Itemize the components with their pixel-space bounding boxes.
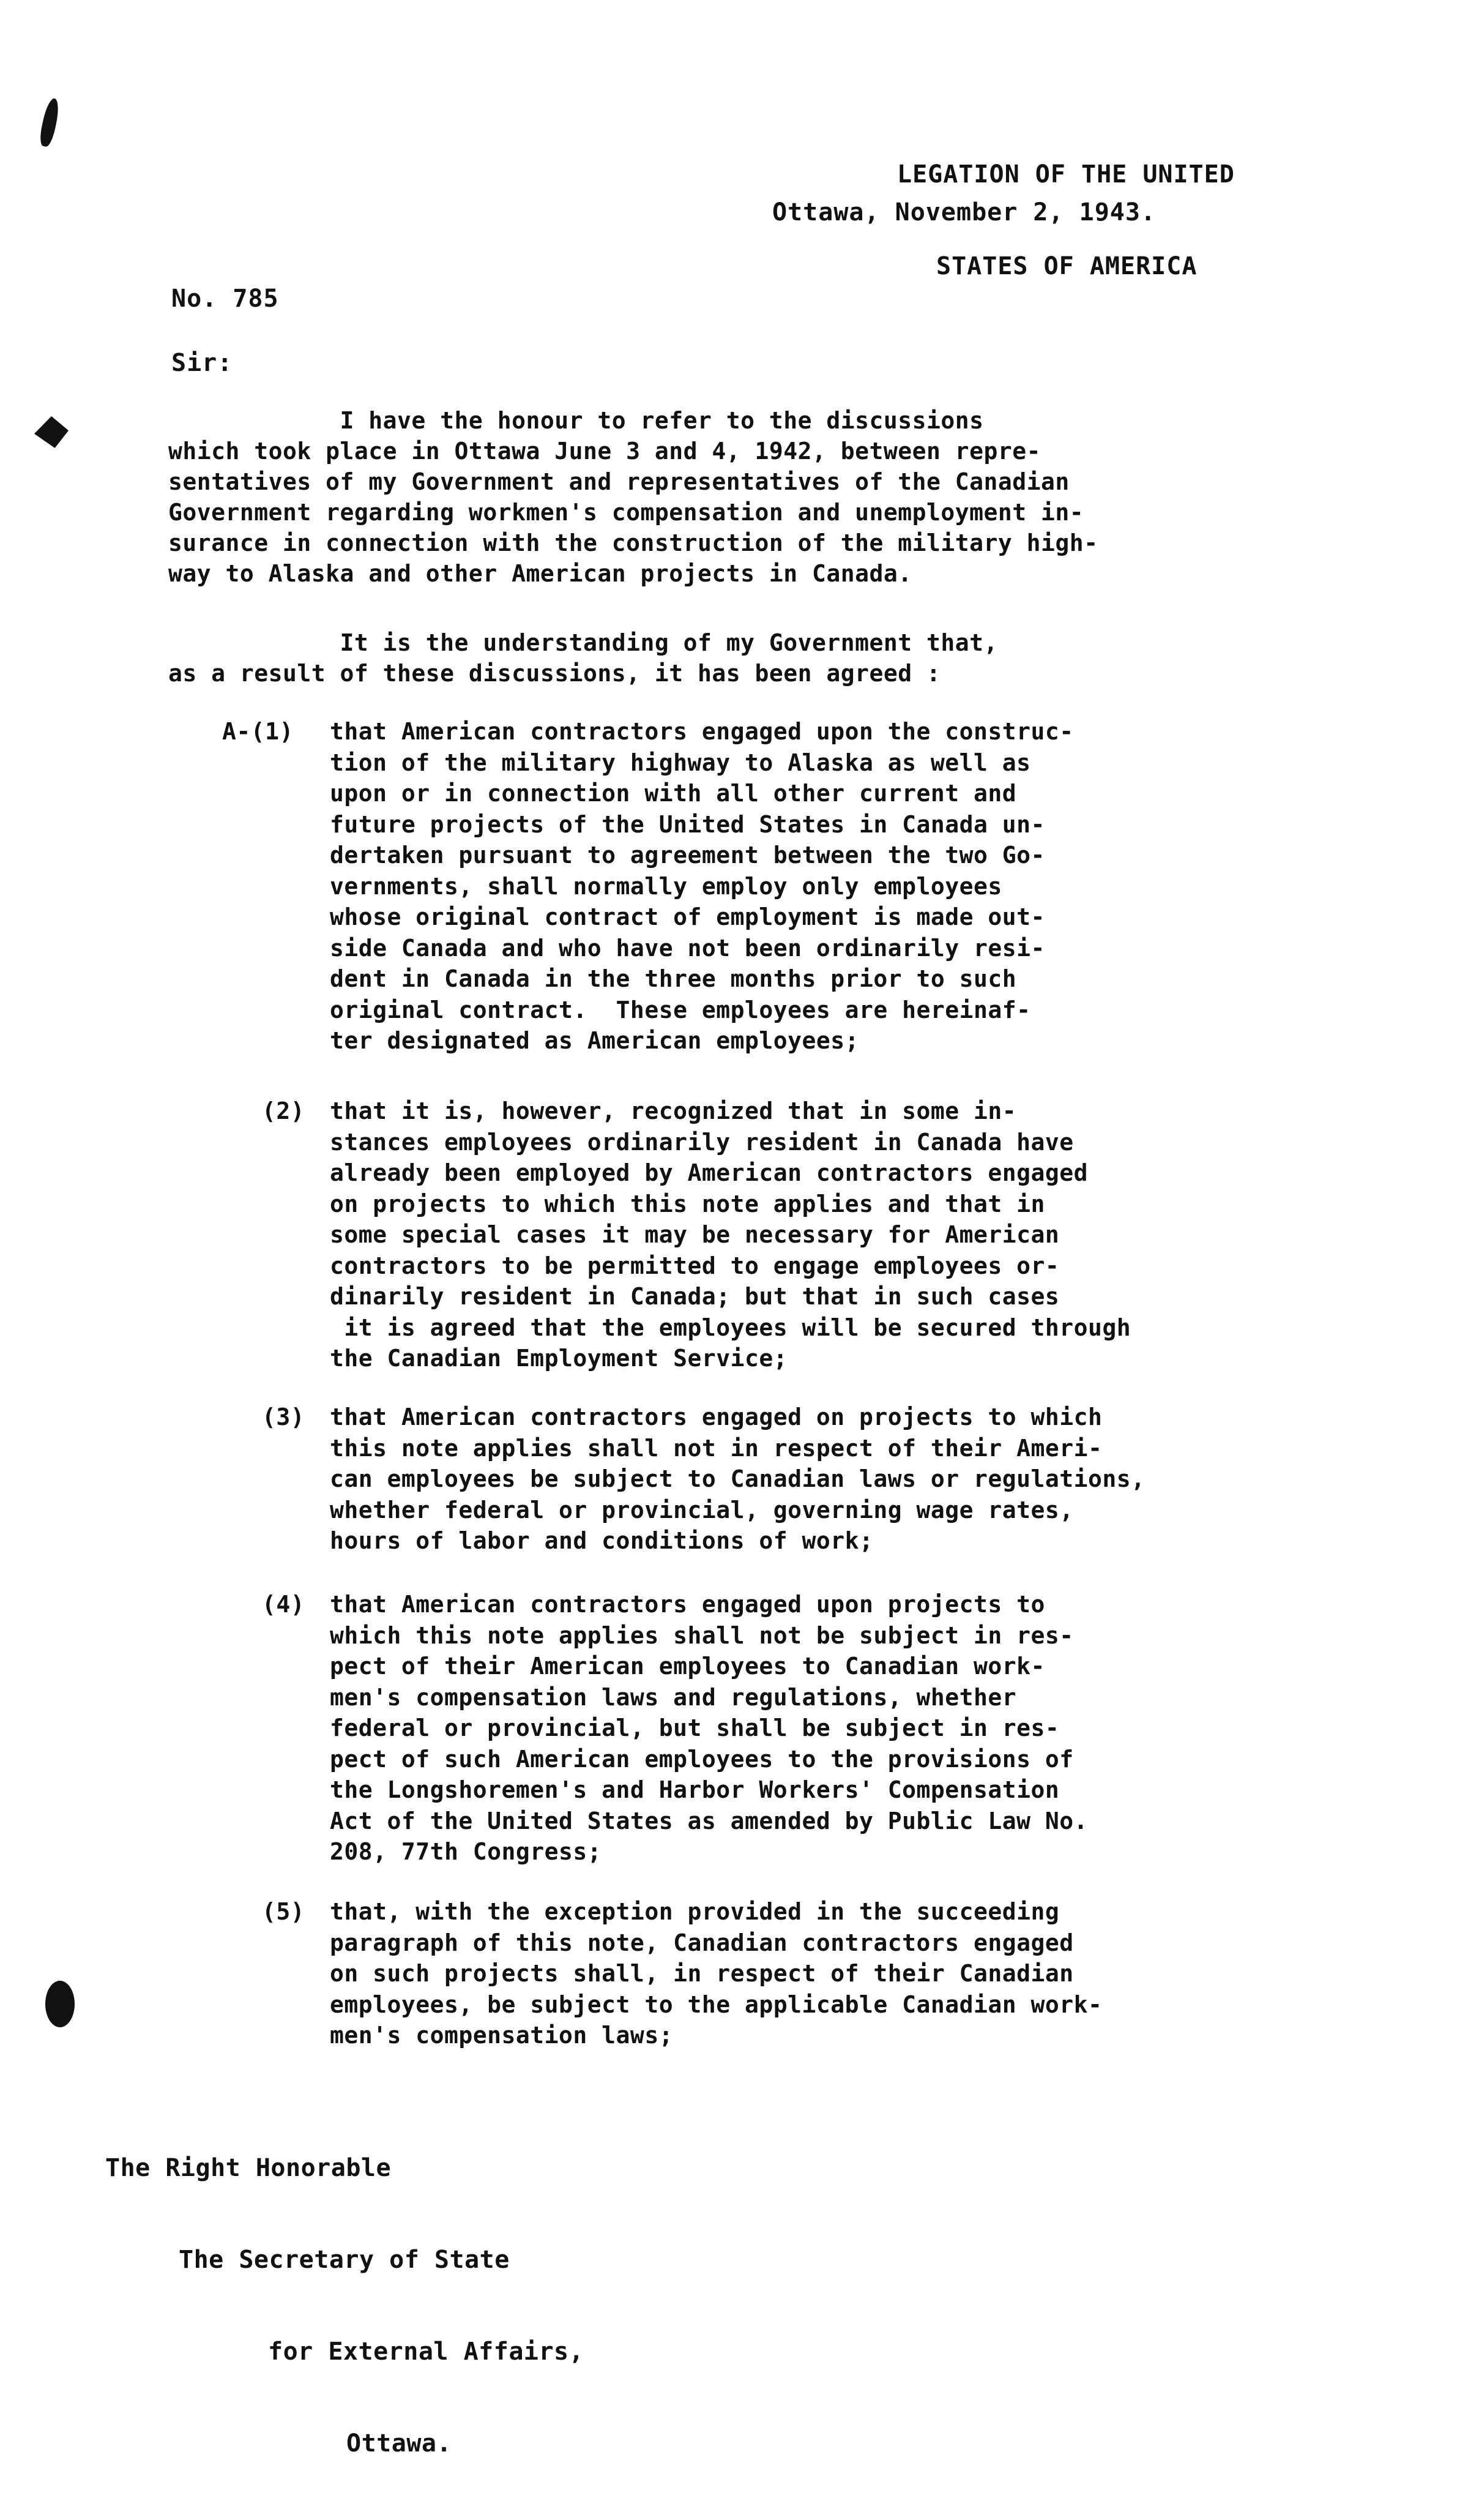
punch-hole-mark	[38, 97, 61, 148]
item-label: (5)	[262, 1898, 305, 1925]
addressee-line-1: The Right Honorable	[105, 2154, 392, 2182]
item-text: that, with the exception provided in the succeeding paragraph of this note, Canadian contractors engaged on such projects shall, in respect of their Canadian employees, be subject to the applicable Canadian work- men's compensation laws;	[330, 1898, 1103, 2049]
item-text: that American contractors engaged on projects to which this note applies shall not in respect of their Ameri- can employees be subject to Canadian laws or regulations, whether federal or provincial, governing wage rates, hours of labor and conditions of work;	[330, 1404, 1146, 1554]
item-label: (2)	[262, 1097, 305, 1124]
addressee-line-3: for External Affairs,	[268, 2338, 584, 2366]
agreement-item-5	[262, 1896, 1103, 2049]
punch-hole-mark	[45, 1981, 75, 2027]
addressee-line-2: The Secretary of State	[179, 2246, 510, 2274]
addressee-block	[105, 2092, 584, 2520]
punch-hole-mark	[34, 416, 69, 448]
agreement-item-2	[262, 1096, 1131, 1372]
item-text: that it is, however, recognized that in some in- stances employees ordinarily resident in Canada have already been employed by American contractors engaged on projects to which this note applies and that in some special cases it may be necessary for American contractors to be permitted to engage employees or- dinarily resident in Canada; but that in such cases it is agreed that the employees will be secured through the Canadian Employment Service;	[330, 1097, 1131, 1372]
document-number: No. 785	[171, 285, 279, 313]
body-paragraph-2: It is the understanding of my Government that, as a result of these discussions, it has been agreed :	[168, 629, 998, 687]
salutation: Sir:	[171, 349, 233, 377]
addressee-line-4: Ottawa.	[346, 2429, 452, 2458]
agreement-item-a1	[222, 716, 1074, 1054]
body-paragraph-1: I have the honour to refer to the discussions which took place in Ottawa June 3 and 4, 1942, between repre- sentatives of my Government and representatives of the Canadian Government regarding workmen's compensation and unemployment in- surance in connection with the construction of the military high- way to Alaska and other American projects in Canada.	[168, 407, 1098, 587]
agreement-item-4	[262, 1589, 1089, 1865]
agreement-item-3	[262, 1402, 1146, 1554]
item-label: (4)	[262, 1591, 305, 1618]
letterhead-line-2: STATES OF AMERICA	[936, 252, 1198, 280]
item-label: A-(1)	[222, 718, 294, 745]
item-text: that American contractors engaged upon projects to which this note applies shall not be subject in res- pect of their American employees to Canadian work- men's compensation laws and regulations, whether federal or provincial, but shall be subject in res- pect of such American employees to the provisions of the Longshoremen's and Harbor Workers' Compensation Act of the United States as amended by Public Law No. 208, 77th Congress;	[330, 1591, 1089, 1865]
item-label: (3)	[262, 1404, 305, 1430]
item-text: that American contractors engaged upon the construc- tion of the military highway to Alaska as well as upon or in connection with all other current and future projects of the United States in Canada un- dertaken pursuant to agreement between the two Go- vernments, shall normally employ only employees whose original contract of employment is made out- side Canada and who have not been ordinarily resi- dent in Canada in the three months prior to such original contract. These employees are hereinaf- ter designated as American employees;	[330, 718, 1074, 1054]
letter-date: Ottawa, November 2, 1943.	[772, 198, 1157, 226]
letterhead-line-1: LEGATION OF THE UNITED	[897, 160, 1235, 189]
